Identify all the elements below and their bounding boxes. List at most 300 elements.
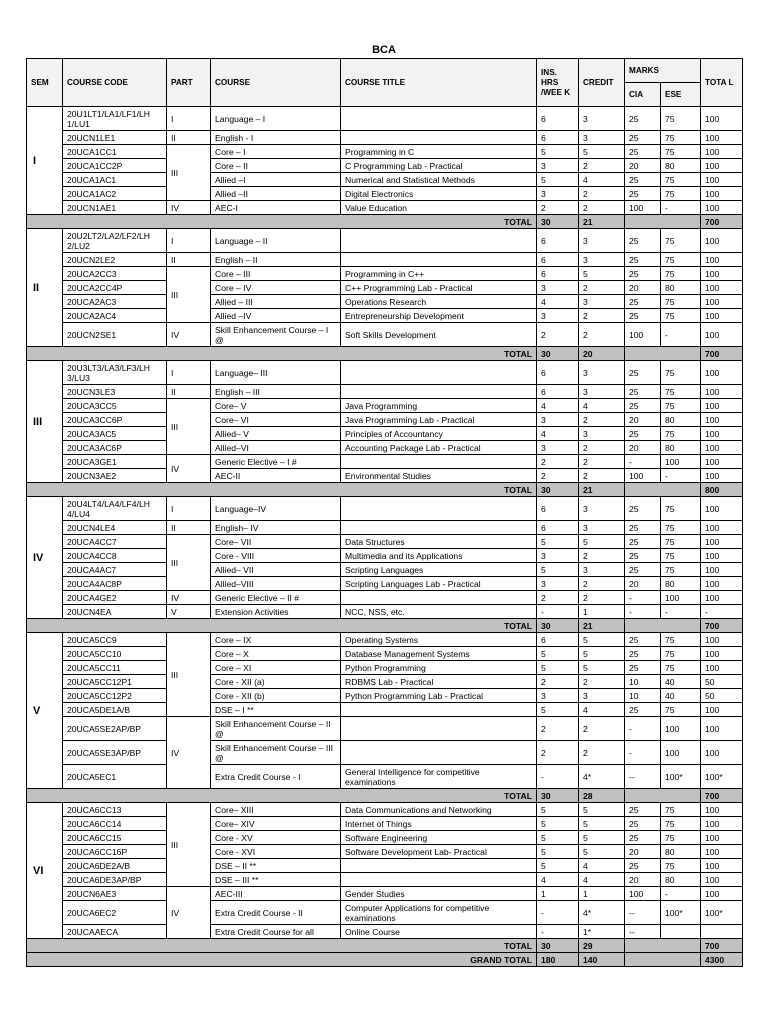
table-row	[27, 689, 743, 703]
course-cell: Language– III	[211, 361, 341, 385]
course-code-cell: 20UCA2CC3	[63, 267, 167, 281]
ese-cell: 75	[661, 831, 701, 845]
cia-cell: -	[625, 591, 661, 605]
ins-hrs-cell: 1	[537, 887, 579, 901]
total-cell: 100	[701, 859, 743, 873]
total-cell: 100	[701, 131, 743, 145]
total-cell: 100*	[701, 765, 743, 789]
credit-cell: 2	[579, 413, 625, 427]
total-cell: 100	[701, 427, 743, 441]
table-row	[27, 661, 743, 675]
credit-cell: 2	[579, 455, 625, 469]
credit-cell: 5	[579, 267, 625, 281]
ins-hrs-cell: 4	[537, 427, 579, 441]
table-row	[27, 591, 743, 605]
total-cell: 100	[701, 399, 743, 413]
course-cell: Core– VII	[211, 535, 341, 549]
course-cell: English – III	[211, 385, 341, 399]
course-cell: English– IV	[211, 521, 341, 535]
total-ins-hrs: 30	[537, 215, 579, 229]
total-cell: 100	[701, 717, 743, 741]
table-row	[27, 455, 743, 469]
table-row	[27, 563, 743, 577]
table-row	[27, 107, 743, 131]
course-title-cell	[341, 591, 537, 605]
total-cell: 100	[701, 741, 743, 765]
total-credit: 28	[579, 789, 625, 803]
total-cell: 100	[701, 295, 743, 309]
course-cell: DSE – II **	[211, 859, 341, 873]
course-structure-table	[26, 58, 743, 967]
part-cell: II	[167, 253, 211, 267]
total-marks-blank	[625, 347, 701, 361]
total-ins-hrs: 30	[537, 789, 579, 803]
table-row	[27, 633, 743, 647]
course-cell: Core - XVI	[211, 845, 341, 859]
course-cell: AEC-I	[211, 201, 341, 215]
table-row	[27, 521, 743, 535]
course-code-cell: 20UCA6CC14	[63, 817, 167, 831]
course-code-cell: 20UCN6AE3	[63, 887, 167, 901]
course-code-cell: 20UCA3GE1	[63, 455, 167, 469]
total-cell: 100	[701, 145, 743, 159]
table-row	[27, 361, 743, 385]
credit-cell: 2	[579, 549, 625, 563]
course-code-cell: 20UCA5SE2AP/BP	[63, 717, 167, 741]
credit-cell: 3	[579, 107, 625, 131]
total-marks: 700	[701, 619, 743, 633]
ese-cell: 100	[661, 591, 701, 605]
course-code-cell: 20UCA5CC9	[63, 633, 167, 647]
total-cell: 100	[701, 201, 743, 215]
credit-cell: 5	[579, 661, 625, 675]
course-cell: Core – II	[211, 159, 341, 173]
semester-label: VI	[27, 803, 63, 939]
ins-hrs-cell: 6	[537, 633, 579, 647]
course-title-cell: C Programming Lab - Practical	[341, 159, 537, 173]
course-cell: Core– XIV	[211, 817, 341, 831]
table-row	[27, 859, 743, 873]
course-code-cell: 20UCA2CC4P	[63, 281, 167, 295]
table-row	[27, 159, 743, 173]
table-row	[27, 145, 743, 159]
course-title-cell	[341, 741, 537, 765]
course-title-cell: Java Programming Lab - Practical	[341, 413, 537, 427]
course-code-cell: 20UCA5SE3AP/BP	[63, 741, 167, 765]
ins-hrs-cell: 6	[537, 229, 579, 253]
semester-total-row	[27, 483, 743, 497]
course-code-cell: 20UCA2AC3	[63, 295, 167, 309]
cia-cell: 25	[625, 145, 661, 159]
course-title-cell	[341, 107, 537, 131]
course-title-cell	[341, 521, 537, 535]
course-cell: Core– V	[211, 399, 341, 413]
table-row	[27, 901, 743, 925]
cia-cell: 25	[625, 295, 661, 309]
total-cell: 100	[701, 187, 743, 201]
course-title-cell: Multimedia and its Applications	[341, 549, 537, 563]
total-cell: 100	[701, 497, 743, 521]
credit-cell: 2	[579, 741, 625, 765]
total-credit: 21	[579, 215, 625, 229]
course-code-cell: 20UCA5CC12P1	[63, 675, 167, 689]
course-cell: Extra Credit Course - II	[211, 901, 341, 925]
cia-cell: 25	[625, 661, 661, 675]
course-title-cell: NCC, NSS, etc.	[341, 605, 537, 619]
header-cia: CIA	[625, 83, 661, 107]
part-cell: V	[167, 605, 211, 619]
ese-cell: 75	[661, 229, 701, 253]
ins-hrs-cell: -	[537, 605, 579, 619]
cia-cell: 25	[625, 703, 661, 717]
ese-cell: 75	[661, 361, 701, 385]
credit-cell: 4	[579, 399, 625, 413]
cia-cell: 100	[625, 323, 661, 347]
ese-cell: 100	[661, 455, 701, 469]
course-code-cell: 20UCA1AC1	[63, 173, 167, 187]
course-cell: Generic Elective – I #	[211, 455, 341, 469]
part-cell: IV	[167, 455, 211, 483]
ese-cell: 75	[661, 803, 701, 817]
course-cell: Allied– VII	[211, 563, 341, 577]
total-marks-blank	[625, 939, 701, 953]
cia-cell: 25	[625, 309, 661, 323]
table-row	[27, 831, 743, 845]
total-marks: 700	[701, 939, 743, 953]
course-code-cell: 20UCAAECA	[63, 925, 167, 939]
course-title-cell: Operations Research	[341, 295, 537, 309]
ins-hrs-cell: 6	[537, 497, 579, 521]
grand-total-label: GRAND TOTAL	[27, 953, 537, 967]
table-row	[27, 873, 743, 887]
course-cell: Core - VIII	[211, 549, 341, 563]
course-title-cell	[341, 873, 537, 887]
total-cell: 100	[701, 253, 743, 267]
total-label: TOTAL	[27, 483, 537, 497]
ese-cell: 100*	[661, 901, 701, 925]
course-cell: Skill Enhancement Course – II @	[211, 717, 341, 741]
part-cell: I	[167, 107, 211, 131]
ese-cell: 75	[661, 253, 701, 267]
course-cell: Allied –I	[211, 173, 341, 187]
ese-cell: 75	[661, 817, 701, 831]
course-code-cell: 20UCA6CC15	[63, 831, 167, 845]
total-cell: 100	[701, 577, 743, 591]
course-title-cell	[341, 385, 537, 399]
table-row	[27, 675, 743, 689]
ins-hrs-cell: 5	[537, 647, 579, 661]
table-row	[27, 647, 743, 661]
ese-cell: 75	[661, 859, 701, 873]
course-cell: Core – I	[211, 145, 341, 159]
course-code-cell: 20UCN2SE1	[63, 323, 167, 347]
table-row	[27, 803, 743, 817]
ins-hrs-cell: -	[537, 765, 579, 789]
ese-cell: 75	[661, 145, 701, 159]
total-marks: 700	[701, 347, 743, 361]
ese-cell: 75	[661, 535, 701, 549]
part-cell: I	[167, 497, 211, 521]
total-label: TOTAL	[27, 939, 537, 953]
ins-hrs-cell: 2	[537, 675, 579, 689]
part-cell: IV	[167, 717, 211, 789]
course-title-cell	[341, 253, 537, 267]
table-row	[27, 925, 743, 939]
course-title-cell: Internet of Things	[341, 817, 537, 831]
table-row	[27, 173, 743, 187]
table-row	[27, 549, 743, 563]
total-marks: 700	[701, 215, 743, 229]
cia-cell: 25	[625, 549, 661, 563]
part-cell: III	[167, 399, 211, 455]
course-cell: Core– XIII	[211, 803, 341, 817]
ins-hrs-cell: 2	[537, 717, 579, 741]
credit-cell: 5	[579, 803, 625, 817]
course-code-cell: 20UCA1CC2P	[63, 159, 167, 173]
table-row	[27, 817, 743, 831]
course-title-cell: Data Communications and Networking	[341, 803, 537, 817]
ese-cell: 100	[661, 717, 701, 741]
semester-total-row	[27, 347, 743, 361]
ins-hrs-cell: 6	[537, 253, 579, 267]
course-cell: Core - XII (b)	[211, 689, 341, 703]
ese-cell	[661, 925, 701, 939]
total-cell: 100	[701, 549, 743, 563]
cia-cell: 25	[625, 647, 661, 661]
header-sem: SEM	[27, 59, 63, 107]
part-cell: III	[167, 267, 211, 323]
course-code-cell: 20UCA6CC16P	[63, 845, 167, 859]
total-cell: 100	[701, 845, 743, 859]
total-cell: 100	[701, 361, 743, 385]
ins-hrs-cell: 5	[537, 145, 579, 159]
ins-hrs-cell: 4	[537, 873, 579, 887]
ese-cell: -	[661, 605, 701, 619]
total-cell: 100	[701, 873, 743, 887]
table-row	[27, 605, 743, 619]
table-row	[27, 323, 743, 347]
part-cell: I	[167, 229, 211, 253]
ins-hrs-cell: 3	[537, 441, 579, 455]
credit-cell: 2	[579, 469, 625, 483]
semester-total-row	[27, 215, 743, 229]
total-label: TOTAL	[27, 347, 537, 361]
ese-cell: 75	[661, 563, 701, 577]
course-cell: Core – III	[211, 267, 341, 281]
ins-hrs-cell: 2	[537, 591, 579, 605]
header-total: TOTA L	[701, 59, 743, 107]
credit-cell: 4*	[579, 765, 625, 789]
ese-cell: 40	[661, 689, 701, 703]
ins-hrs-cell: 3	[537, 413, 579, 427]
total-cell: 100	[701, 469, 743, 483]
total-cell: 100	[701, 521, 743, 535]
course-cell: Core – IV	[211, 281, 341, 295]
course-title-cell: Software Engineering	[341, 831, 537, 845]
cia-cell: 20	[625, 577, 661, 591]
course-code-cell: 20U4LT4/LA4/LF4/LH 4/LU4	[63, 497, 167, 521]
header-ins-hrs: INS. HRS /WEE K	[537, 59, 579, 107]
total-ins-hrs: 30	[537, 347, 579, 361]
cia-cell: 25	[625, 385, 661, 399]
course-code-cell: 20UCA3AC6P	[63, 441, 167, 455]
grand-total-marks: 4300	[701, 953, 743, 967]
ese-cell: 75	[661, 107, 701, 131]
ese-cell: 75	[661, 549, 701, 563]
course-cell: Core - XV	[211, 831, 341, 845]
course-cell: DSE – III **	[211, 873, 341, 887]
table-row	[27, 229, 743, 253]
total-marks: 700	[701, 789, 743, 803]
total-marks: 800	[701, 483, 743, 497]
ese-cell: 75	[661, 385, 701, 399]
ese-cell: 80	[661, 159, 701, 173]
ese-cell: 80	[661, 281, 701, 295]
ese-cell: -	[661, 323, 701, 347]
cia-cell: -	[625, 455, 661, 469]
course-title-cell: Numerical and Statistical Methods	[341, 173, 537, 187]
semester-total-row	[27, 939, 743, 953]
course-cell: Extra Credit Course for all	[211, 925, 341, 939]
course-code-cell: 20U2LT2/LA2/LF2/LH 2/LU2	[63, 229, 167, 253]
course-cell: Allied –IV	[211, 309, 341, 323]
cia-cell: 100	[625, 887, 661, 901]
header-marks: MARKS	[625, 59, 701, 83]
part-cell: III	[167, 803, 211, 887]
cia-cell: -	[625, 717, 661, 741]
course-title-cell: Programming in C	[341, 145, 537, 159]
ins-hrs-cell: 2	[537, 455, 579, 469]
ins-hrs-cell: -	[537, 901, 579, 925]
course-title-cell: Programming in C++	[341, 267, 537, 281]
ese-cell: 75	[661, 309, 701, 323]
course-title-cell	[341, 229, 537, 253]
ins-hrs-cell: 6	[537, 521, 579, 535]
total-cell: 100	[701, 831, 743, 845]
part-cell: I	[167, 361, 211, 385]
semester-total-row	[27, 789, 743, 803]
ese-cell: 75	[661, 647, 701, 661]
part-cell: IV	[167, 887, 211, 939]
ins-hrs-cell: 5	[537, 535, 579, 549]
header-course: COURSE	[211, 59, 341, 107]
course-title-cell: C++ Programming Lab - Practical	[341, 281, 537, 295]
table-row	[27, 765, 743, 789]
course-cell: Core – IX	[211, 633, 341, 647]
course-code-cell: 20UCA5CC12P2	[63, 689, 167, 703]
part-cell: II	[167, 385, 211, 399]
grand-total-credit: 140	[579, 953, 625, 967]
course-title-cell: RDBMS Lab - Practical	[341, 675, 537, 689]
cia-cell: 25	[625, 535, 661, 549]
table-row	[27, 427, 743, 441]
ese-cell: 80	[661, 413, 701, 427]
course-cell: AEC-II	[211, 469, 341, 483]
ins-hrs-cell: 3	[537, 549, 579, 563]
ese-cell: 100*	[661, 765, 701, 789]
total-cell: 100	[701, 591, 743, 605]
table-row	[27, 309, 743, 323]
total-cell	[701, 925, 743, 939]
course-title-cell: Environmental Studies	[341, 469, 537, 483]
cia-cell: 25	[625, 563, 661, 577]
course-cell: Skill Enhancement Course – I @	[211, 323, 341, 347]
total-marks-blank	[625, 215, 701, 229]
course-title-cell	[341, 497, 537, 521]
cia-cell: 25	[625, 831, 661, 845]
part-cell: III	[167, 535, 211, 591]
total-cell: 100	[701, 281, 743, 295]
total-cell: 100	[701, 633, 743, 647]
cia-cell: 20	[625, 873, 661, 887]
credit-cell: 3	[579, 563, 625, 577]
cia-cell: 25	[625, 187, 661, 201]
cia-cell: 20	[625, 845, 661, 859]
ese-cell: -	[661, 469, 701, 483]
ins-hrs-cell: 5	[537, 845, 579, 859]
total-cell: 100	[701, 661, 743, 675]
cia-cell: -	[625, 605, 661, 619]
semester-label: III	[27, 361, 63, 483]
credit-cell: 2	[579, 577, 625, 591]
ins-hrs-cell: 6	[537, 361, 579, 385]
cia-cell: 25	[625, 803, 661, 817]
ese-cell: -	[661, 887, 701, 901]
credit-cell: 2	[579, 675, 625, 689]
part-cell: II	[167, 521, 211, 535]
cia-cell: 10	[625, 675, 661, 689]
ese-cell: 75	[661, 521, 701, 535]
table-row	[27, 703, 743, 717]
total-cell: 100	[701, 229, 743, 253]
ese-cell: 75	[661, 187, 701, 201]
part-cell: III	[167, 633, 211, 717]
cia-cell: --	[625, 901, 661, 925]
credit-cell: 2	[579, 281, 625, 295]
course-title-cell: Digital Electronics	[341, 187, 537, 201]
ins-hrs-cell: 3	[537, 187, 579, 201]
credit-cell: 2	[579, 201, 625, 215]
credit-cell: 2	[579, 309, 625, 323]
ese-cell: 75	[661, 131, 701, 145]
table-body	[27, 107, 743, 967]
cia-cell: 10	[625, 689, 661, 703]
course-cell: AEC-III	[211, 887, 341, 901]
credit-cell: 5	[579, 633, 625, 647]
course-cell: English - I	[211, 131, 341, 145]
course-code-cell: 20UCA5DE1A/B	[63, 703, 167, 717]
total-cell: 100*	[701, 901, 743, 925]
ins-hrs-cell: 2	[537, 741, 579, 765]
ins-hrs-cell: 5	[537, 859, 579, 873]
course-title-cell: Accounting Package Lab - Practical	[341, 441, 537, 455]
course-cell: Allied–VIII	[211, 577, 341, 591]
total-cell: 100	[701, 647, 743, 661]
course-title-cell: Online Course	[341, 925, 537, 939]
total-cell: 100	[701, 309, 743, 323]
credit-cell: 1	[579, 887, 625, 901]
course-code-cell: 20UCA4AC7	[63, 563, 167, 577]
total-cell: 100	[701, 703, 743, 717]
course-title-cell	[341, 859, 537, 873]
course-code-cell: 20UCA6DE3AP/BP	[63, 873, 167, 887]
ins-hrs-cell: 5	[537, 803, 579, 817]
ese-cell: 75	[661, 267, 701, 281]
ese-cell: 100	[661, 741, 701, 765]
total-marks-blank	[625, 789, 701, 803]
header-part: PART	[167, 59, 211, 107]
table-row	[27, 267, 743, 281]
